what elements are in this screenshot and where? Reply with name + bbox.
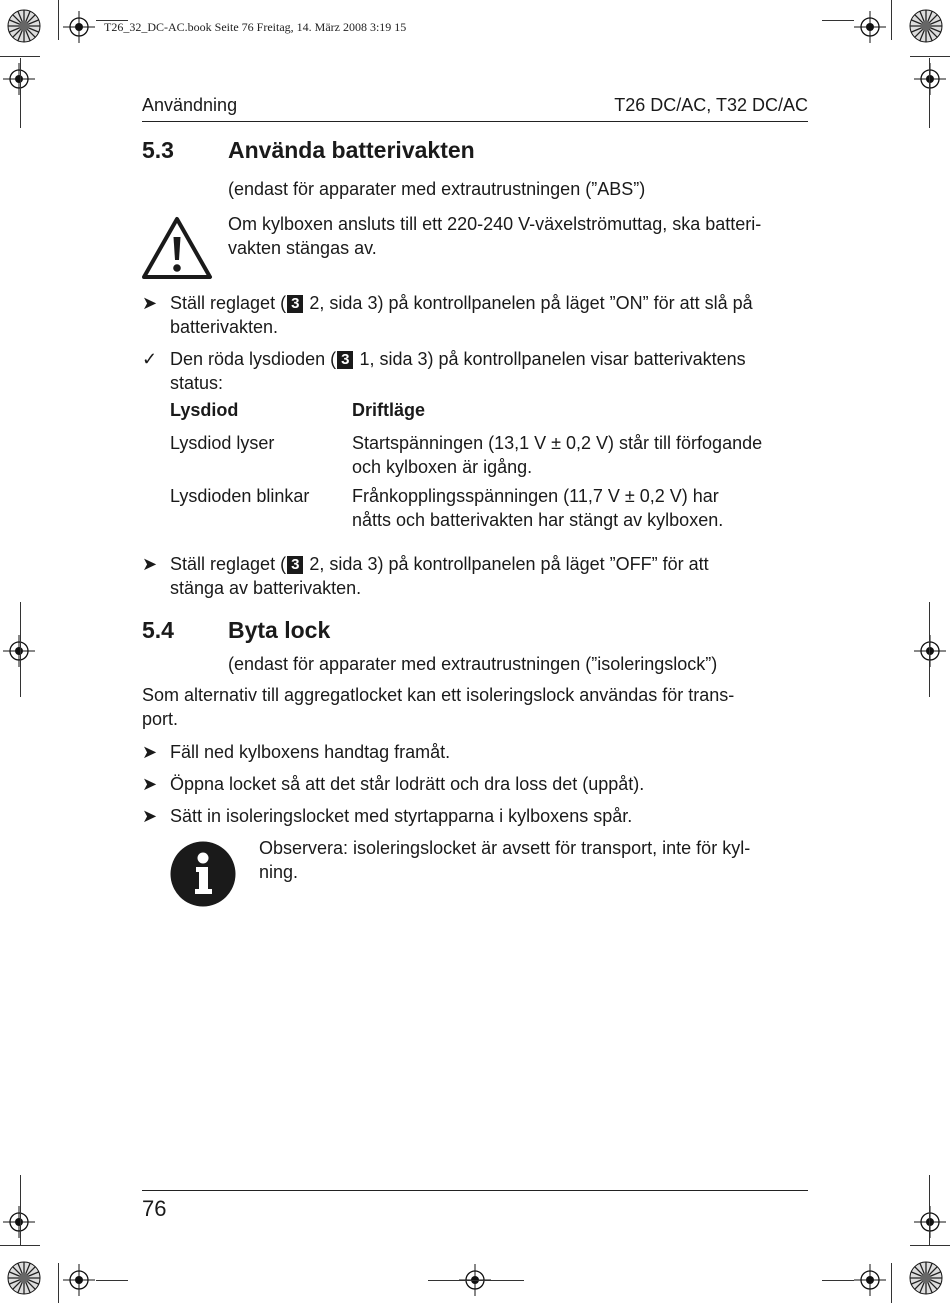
arrow-bullet: ➤ <box>142 742 158 762</box>
registration-mark-icon <box>853 1263 887 1297</box>
warning-icon <box>141 215 213 281</box>
color-wheel-icon <box>908 8 944 44</box>
result-item <box>170 347 830 395</box>
table-cell-mode <box>352 431 822 479</box>
section-number: 5.3 <box>142 137 174 163</box>
section-title: Använda batterivakten <box>228 137 475 163</box>
warning-text <box>228 212 818 260</box>
registration-mark-icon <box>913 1205 947 1239</box>
registration-mark-icon <box>2 634 36 668</box>
crop-line <box>58 0 59 40</box>
instruction-item <box>170 552 830 600</box>
crop-line <box>20 1175 21 1245</box>
registration-mark-icon <box>2 62 36 96</box>
paragraph-line: Som alternativ till aggregatlocket kan ett isoleringslock användas för trans- <box>142 685 735 705</box>
figure-ref-badge: 3 <box>287 295 303 313</box>
registration-mark-icon <box>62 10 96 44</box>
instruction-text: Öppna locket så att det står lodrätt och dra loss det (uppåt). <box>170 774 645 794</box>
table-header-mode: Driftläge <box>352 400 426 420</box>
check-bullet: ✓ <box>142 349 158 369</box>
figure-ref-badge: 3 <box>287 556 303 574</box>
instruction-text: Ställ reglaget ( <box>170 293 287 313</box>
instruction-text: batterivakten. <box>170 317 279 337</box>
table-cell-mode <box>352 484 822 532</box>
crop-line <box>96 1280 128 1281</box>
crop-line <box>0 1245 40 1246</box>
color-wheel-icon <box>6 8 42 44</box>
crop-line <box>929 1175 930 1245</box>
table-header-led: Lysdiod <box>170 400 239 420</box>
note-text <box>259 836 829 884</box>
paragraph-line: port. <box>142 709 179 729</box>
instruction-text: 2, sida 3) på kontrollpanelen på läget ”ON” för att slå på <box>304 293 753 313</box>
instruction-text: Fäll ned kylboxens handtag framåt. <box>170 742 451 762</box>
crop-line <box>428 1280 524 1281</box>
section-subtitle: (endast för apparater med extrautrustningen (”ABS”) <box>228 179 646 199</box>
crop-line <box>20 602 21 697</box>
table-cell-led: Lysdiod lyser <box>170 433 275 453</box>
table-cell-led: Lysdioden blinkar <box>170 486 310 506</box>
table-cell-line: Frånkopplingsspänningen (11,7 V ± 0,2 V) har <box>352 486 719 506</box>
arrow-bullet: ➤ <box>142 293 158 313</box>
footer-rule <box>142 1190 808 1191</box>
running-header-left: Användning <box>142 95 238 115</box>
section-subtitle: (endast för apparater med extrautrustningen (”isoleringslock”) <box>228 654 718 674</box>
registration-mark-icon <box>913 634 947 668</box>
crop-line <box>891 0 892 40</box>
book-file-line: T26_32_DC-AC.book Seite 76 Freitag, 14. März 2008 3:19 15 <box>104 20 407 34</box>
arrow-bullet: ➤ <box>142 806 158 826</box>
table-cell-line: och kylboxen är igång. <box>352 457 533 477</box>
section-title: Byta lock <box>228 617 331 643</box>
note-line: ning. <box>259 862 299 882</box>
warning-line: Om kylboxen ansluts till ett 220-240 V-växelströmuttag, ska batteri- <box>228 214 762 234</box>
instruction-text: Ställ reglaget ( <box>170 554 287 574</box>
arrow-bullet: ➤ <box>142 554 158 574</box>
note-line: Observera: isoleringslocket är avsett för transport, inte för kyl- <box>259 838 751 858</box>
result-text: 1, sida 3) på kontrollpanelen visar batterivaktens <box>354 349 746 369</box>
instruction-text: stänga av batterivakten. <box>170 578 362 598</box>
header-rule <box>142 121 808 122</box>
page-number: 76 <box>142 1196 167 1221</box>
instruction-item <box>170 291 830 339</box>
crop-line <box>891 1263 892 1303</box>
crop-line <box>929 602 930 697</box>
crop-line <box>822 1280 854 1281</box>
registration-mark-icon <box>913 62 947 96</box>
warning-line: vakten stängas av. <box>228 238 377 258</box>
crop-line <box>0 56 40 57</box>
info-icon <box>169 840 237 908</box>
color-wheel-icon <box>6 1260 42 1296</box>
table-cell-line: Startspänningen (13,1 V ± 0,2 V) står till förfogande <box>352 433 763 453</box>
crop-line <box>910 56 950 57</box>
instruction-text: Sätt in isoleringslocket med styrtapparna i kylboxens spår. <box>170 806 633 826</box>
running-header-right: T26 DC/AC, T32 DC/AC <box>614 95 808 115</box>
crop-line <box>822 20 854 21</box>
instruction-text: 2, sida 3) på kontrollpanelen på läget ”OFF” för att <box>304 554 709 574</box>
arrow-bullet: ➤ <box>142 774 158 794</box>
crop-line <box>910 1245 950 1246</box>
figure-ref-badge: 3 <box>337 351 353 369</box>
color-wheel-icon <box>908 1260 944 1296</box>
table-cell-line: nåtts och batterivakten har stängt av kylboxen. <box>352 510 724 530</box>
body-paragraph <box>142 683 822 731</box>
result-text: status: <box>170 373 224 393</box>
crop-line <box>929 58 930 128</box>
registration-mark-icon <box>62 1263 96 1297</box>
registration-mark-icon <box>2 1205 36 1239</box>
registration-mark-icon <box>853 10 887 44</box>
crop-line <box>58 1263 59 1303</box>
crop-line <box>20 58 21 128</box>
section-number: 5.4 <box>142 617 174 643</box>
result-text: Den röda lysdioden ( <box>170 349 337 369</box>
